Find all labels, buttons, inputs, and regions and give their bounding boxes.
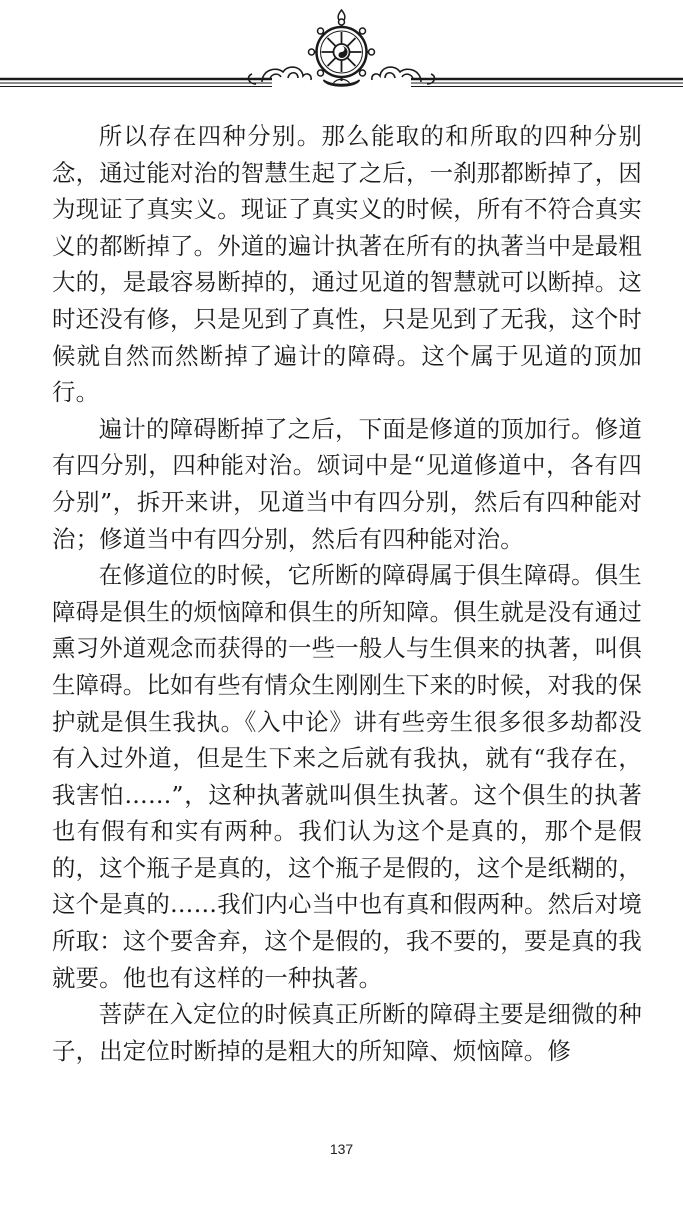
paragraph: 菩萨在入定位的时候真正所断的障碍主要是细微的种子，出定位时断掉的是粗大的所知障、烦恼障。修	[52, 1000, 642, 1065]
left-cloud-icon	[249, 67, 312, 84]
page-header	[0, 0, 683, 110]
page-number: 137	[329, 1141, 354, 1157]
body-text	[52, 118, 642, 1069]
header-ornament	[0, 0, 683, 110]
paragraph: 遍计的障碍断掉了之后，下面是修道的顶加行。修道有四分别，四种能对治。颂词中是“见道修道中，各有四分别”，拆开来讲，见道当中有四分别，然后有四种能对治；修道当中有四分别，然后有四种能对治。	[52, 414, 642, 553]
right-cloud-icon	[372, 67, 435, 84]
dharma-wheel-icon	[309, 10, 375, 86]
paragraph: 所以存在四种分别。那么能取的和所取的四种分别念，通过能对治的智慧生起了之后，一刹那都断掉了，因为现证了真实义。现证了真实义的时候，所有不符合真实义的都断掉了。外道的遍计执著在所有的执著当中是最粗大的，是最容易断掉的，通过见道的智慧就可以断掉。这时还没有修，只是见到了真性，只是见到了无我，这个时候就自然而然断掉了遍计的障碍。这个属于见道的顶加行。	[52, 122, 642, 407]
paragraph: 在修道位的时候，它所断的障碍属于俱生障碍。俱生障碍是俱生的烦恼障和俱生的所知障。俱生就是没有通过熏习外道观念而获得的一些一般人与生俱来的执著，叫俱生障碍。比如有些有情众生刚刚生下来的时候，对我的保护就是俱生我执。《入中论》讲有些旁生很多很多劫都没有入过外道，但是生下来之后就有我执，就有“我存在，我害怕……”，这种执著就叫俱生执著。这个俱生的执著也有假有和实有两种。我们认为这个是真的，那个是假的，这个瓶子是真的，这个瓶子是假的，这个是纸糊的，这个是真的……我们内心当中也有真和假两种。然后对境所取：这个要舍弃，这个是假的，我不要的，要是真的我就要。他也有这样的一种执著。	[52, 561, 642, 992]
